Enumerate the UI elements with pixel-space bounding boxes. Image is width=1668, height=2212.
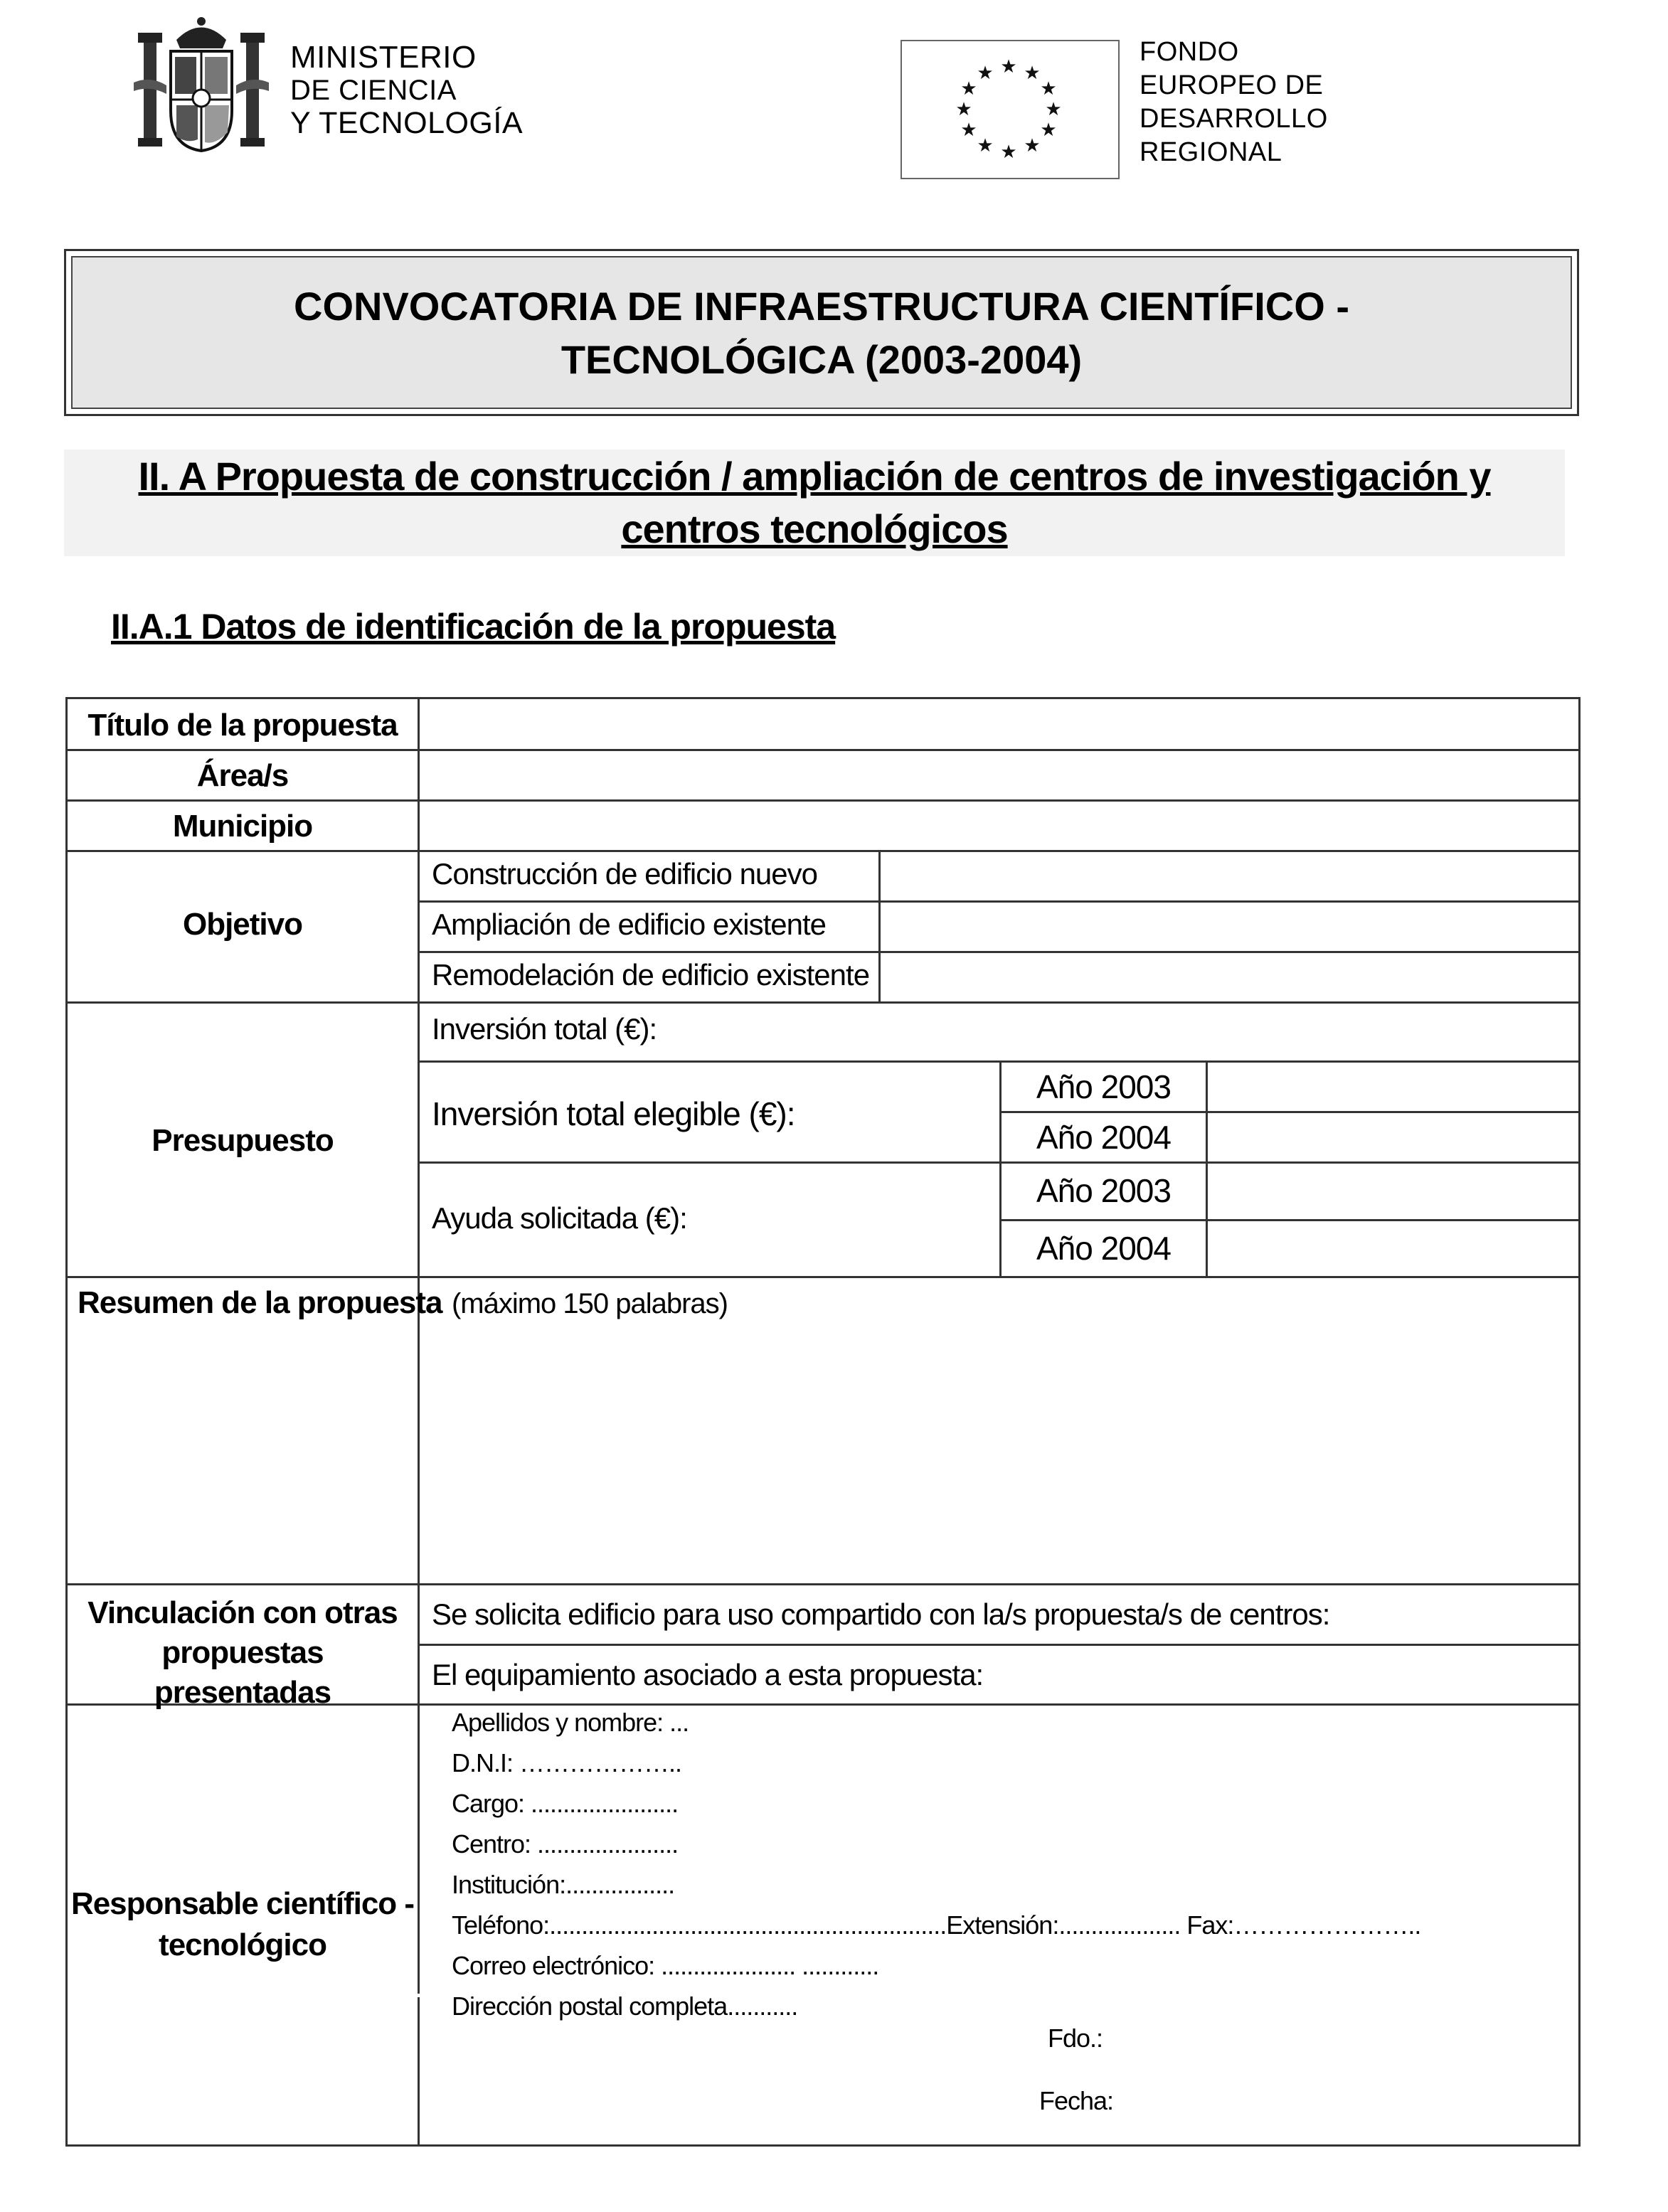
field-correo: Correo electrónico: ..................... ............ <box>452 1951 879 1980</box>
divider <box>418 1644 1578 1646</box>
svg-text:★: ★ <box>1024 135 1041 156</box>
field-cargo: Cargo: ....................... <box>452 1789 679 1818</box>
resumen-heading <box>78 1285 728 1321</box>
ministry-line-2: DE CIENCIA <box>290 75 457 106</box>
responsable-label <box>68 1883 418 1966</box>
section-heading-line-2: centros tecnológicos <box>621 506 1008 551</box>
eu-flag-icon <box>901 40 1120 179</box>
title-line-2: TECNOLÓGICA (2003-2004) <box>561 336 1083 382</box>
objetivo-option-3: Remodelación de edificio existente <box>432 958 870 991</box>
vinculacion-row-2: El equipamiento asociado a esta propuesta: <box>432 1658 984 1691</box>
municipio-label: Municipio <box>172 809 313 844</box>
identification-form <box>65 697 1581 2147</box>
responsable-label-line-1: Responsable científico - <box>70 1886 415 1921</box>
svg-text:★: ★ <box>977 63 994 84</box>
vinculacion-label <box>68 1593 418 1713</box>
presupuesto-label: Presupuesto <box>152 1123 334 1158</box>
resumen-field[interactable] <box>68 1332 1578 1581</box>
svg-text:★: ★ <box>955 99 972 120</box>
elegible-2004-field[interactable] <box>1208 1113 1578 1161</box>
divider <box>878 850 881 1003</box>
field-dni: D.N.I: ……………….. <box>452 1748 682 1777</box>
objetivo-option-1: Construcción de edificio nuevo <box>432 857 818 890</box>
field-direccion: Dirección postal completa........... <box>452 1992 798 2021</box>
section-heading <box>64 450 1565 556</box>
ministry-line-1: MINISTERIO <box>290 40 477 75</box>
divider <box>68 1276 1578 1278</box>
svg-text:★: ★ <box>977 135 994 156</box>
year-2003-label: Año 2003 <box>1036 1068 1171 1105</box>
year-2003-label: Año 2003 <box>1036 1172 1171 1209</box>
field-telefono: Teléfono:..............................................................Extensión:................... Fax:………………….. <box>452 1910 1421 1940</box>
year-2004-label: Año 2004 <box>1036 1230 1171 1267</box>
fund-line-4: REGIONAL <box>1140 137 1282 167</box>
svg-text:★: ★ <box>1024 63 1041 84</box>
ayuda-2004-field[interactable] <box>1208 1221 1578 1276</box>
subsection-heading: II.A.1 Datos de identificación de la propuesta <box>111 607 836 647</box>
divider <box>68 1001 1578 1004</box>
field-centro: Centro: ...................... <box>452 1829 679 1859</box>
svg-text:★: ★ <box>1045 99 1062 120</box>
objetivo-field-3[interactable] <box>881 953 1578 1001</box>
fund-line-3: DESARROLLO <box>1140 104 1328 134</box>
fund-line-2: EUROPEO DE <box>1140 70 1324 100</box>
fdo-label: Fdo.: <box>1048 2024 1103 2053</box>
ayuda-2003-field[interactable] <box>1208 1164 1578 1219</box>
area-label: Área/s <box>196 758 289 793</box>
divider <box>68 1583 1578 1585</box>
resumen-label: Resumen de la propuesta <box>78 1285 442 1320</box>
svg-text:★: ★ <box>1000 56 1017 78</box>
divider <box>999 1060 1002 1277</box>
svg-text:★: ★ <box>1040 119 1057 141</box>
year-2004-label: Año 2004 <box>1036 1119 1171 1156</box>
svg-text:★: ★ <box>960 119 977 141</box>
vinculacion-row-1: Se solicita edificio para uso compartido con la/s propuesta/s de centros: <box>432 1597 1330 1631</box>
fund-line-1: FONDO <box>1140 37 1239 67</box>
municipio-field[interactable] <box>420 802 1578 850</box>
objetivo-field-1[interactable] <box>881 852 1578 900</box>
responsable-label-line-2: tecnológico <box>159 1927 326 1962</box>
svg-text:★: ★ <box>1000 142 1017 163</box>
svg-text:★: ★ <box>1040 78 1057 100</box>
title-box <box>64 249 1579 416</box>
divider <box>1206 1060 1208 1277</box>
title-line-1: CONVOCATORIA DE INFRAESTRUCTURA CIENTÍFICO - <box>294 283 1349 329</box>
divider <box>418 1997 420 2147</box>
area-field[interactable] <box>420 751 1578 799</box>
field-apellidos: Apellidos y nombre: ... <box>452 1708 689 1737</box>
vinculacion-label-line-1: Vinculación con otras <box>87 1595 398 1630</box>
ayuda-label: Ayuda solicitada (€): <box>432 1201 687 1235</box>
titulo-label: Título de la propuesta <box>87 708 398 743</box>
fecha-label: Fecha: <box>1039 2086 1114 2115</box>
elegible-2003-field[interactable] <box>1208 1063 1578 1111</box>
coat-of-arms-icon <box>134 11 269 152</box>
ministry-name <box>290 41 523 139</box>
inversion-elegible-label: Inversión total elegible (€): <box>432 1095 795 1132</box>
section-heading-line-1: II. A Propuesta de construcción / ampliación de centros de investigación y <box>138 454 1491 499</box>
inversion-total-label: Inversión total (€): <box>432 1012 657 1046</box>
ministry-line-3: Y TECNOLOGÍA <box>290 106 524 140</box>
fund-name <box>1140 36 1328 169</box>
vinculacion-label-line-3: presentadas <box>154 1675 331 1710</box>
svg-text:★: ★ <box>960 78 977 100</box>
objetivo-label: Objetivo <box>182 907 303 942</box>
titulo-field[interactable] <box>420 699 1578 749</box>
objetivo-option-2: Ampliación de edificio existente <box>432 908 826 941</box>
vinculacion-label-line-2: propuestas <box>161 1635 324 1670</box>
resumen-hint: (máximo 150 palabras) <box>451 1288 728 1319</box>
objetivo-field-2[interactable] <box>881 903 1578 951</box>
field-institucion: Institución:................. <box>452 1870 675 1899</box>
title-inner <box>71 256 1572 409</box>
